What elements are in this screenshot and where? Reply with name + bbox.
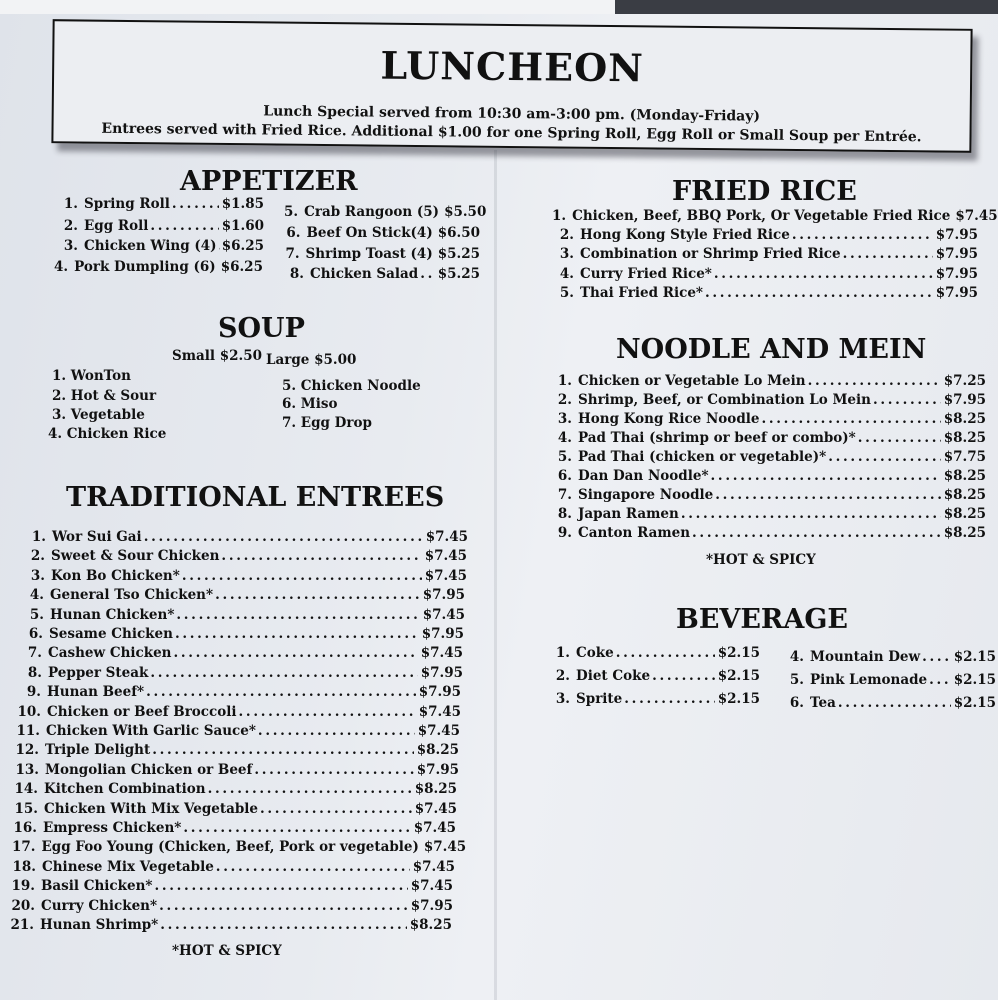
item-name: Crab Rangoon (5) [304,204,440,220]
item-name: Chicken, Beef, BBQ Pork, Or Vegetable Fried Rice [572,208,951,224]
item-number: 4. [559,265,574,282]
item-price: $7.95 [410,897,453,914]
soup-item: 5. Chicken Noodle [282,378,421,394]
menu-item [17,704,461,720]
menu-item [12,839,467,856]
leader-dots [216,859,410,875]
menu-item [550,449,986,465]
item-name: Sprite [576,691,623,707]
item-number: 9. [26,684,41,701]
item-number: 16. [13,820,37,836]
item-price: $8.25 [943,487,986,503]
item-name: Japan Ramen [578,506,679,522]
menu-item [284,266,480,282]
leader-dots [260,801,412,817]
item-name: Dan Dan Noodle* [578,468,709,484]
item-number: 8. [289,266,304,282]
menu-item [20,607,465,623]
soup-item: 3. Vegetable [52,407,145,423]
leader-dots [828,449,941,465]
item-price: $6.25 [221,238,264,254]
item-number: 3. [63,238,78,254]
item-price: $8.25 [943,468,986,484]
menu-title: LUNCHEON [380,42,645,91]
menu-item [552,246,978,262]
item-price: $8.25 [943,430,986,446]
item-price: $8.25 [409,917,452,933]
item-price: $2.15 [717,668,760,684]
item-name: Tea [810,695,836,711]
item-number: 5. [559,284,574,301]
leader-dots [239,704,416,720]
item-price: $7.95 [422,587,465,604]
item-name: Chicken or Vegetable Lo Mein [578,373,806,389]
menu-item [14,781,457,797]
soup-item: 4. Chicken Rice [48,426,167,442]
item-price: $7.45 [413,820,456,836]
appetizer-title: APPETIZER [180,166,358,197]
item-number: 3. [557,411,572,427]
item-number: 4. [557,430,572,446]
menu-item [19,626,464,642]
leader-dots [182,568,422,584]
item-price: $8.25 [943,506,986,522]
item-name: Hong Kong Rice Noodle [578,411,760,427]
item-number: 4. [54,259,69,275]
entrees-hot-spicy-note: *HOT & SPICY [172,943,282,959]
soup-item: 6. Miso [282,396,338,412]
item-number: 20. [11,897,35,914]
item-name: Chinese Mix Vegetable [42,858,214,875]
beverage-title: BEVERAGE [676,604,848,635]
menu-item [17,684,461,700]
menu-item [22,529,468,545]
menu-item [552,227,978,243]
soup-large-price: Large $5.00 [266,352,357,368]
item-name: Diet Coke [576,668,651,684]
item-number: 6. [557,468,572,484]
leader-dots [159,898,408,914]
item-name: Singapore Noodle [578,487,714,503]
menu-item [16,723,460,739]
item-price: $6.25 [220,259,263,275]
item-number: 8. [27,664,42,681]
item-price: $2.15 [953,672,996,688]
item-number: 14. [14,781,38,798]
menu-item [21,548,467,564]
item-price: $7.95 [420,664,463,681]
item-price: $2.15 [717,645,760,661]
menu-item [15,762,459,778]
item-number: 7. [557,487,572,503]
item-price: $5.25 [437,266,480,282]
menu-item [550,487,986,503]
leader-dots [792,227,933,243]
item-name: Combination or Shrimp Fried Rice [580,246,841,263]
item-number: 5. [789,672,804,688]
menu-item [786,649,996,665]
item-price: $7.95 [935,284,978,301]
leader-dots [160,917,406,933]
item-name: Spring Roll [84,196,170,212]
item-number: 7. [285,246,300,262]
leader-dots [858,430,941,446]
item-number: 2. [557,392,572,408]
item-number: 5. [29,606,44,623]
entrees-title: TRADITIONAL ENTREES [66,482,445,513]
menu-item [550,411,986,427]
leader-dots [258,723,415,739]
menu-item [10,917,452,933]
item-price: $7.25 [943,373,986,389]
menu-item [21,568,467,584]
item-price: $1.60 [221,218,264,234]
item-number: 6. [28,626,43,642]
menu-item [552,266,978,282]
soup-small-price: Small $2.50 [172,348,263,364]
item-price: $8.25 [416,742,459,759]
item-number: 4. [789,649,804,665]
item-name: Chicken Salad [310,266,419,282]
item-name: Mountain Dew [810,649,921,665]
menu-item [14,801,457,817]
luncheon-banner [51,19,972,153]
soup-item: 2. Hot & Sour [52,388,157,404]
item-name: Mongolian Chicken or Beef [45,761,253,778]
item-price: $7.45 [412,858,455,875]
item-name: Triple Delight [45,742,151,759]
item-price: $2.15 [953,695,996,711]
item-name: Pepper Steak [48,664,149,681]
item-name: Wor Sui Gai [52,529,142,545]
item-name: General Tso Chicken* [50,587,214,604]
item-price: $8.25 [943,411,986,427]
leader-dots [175,626,419,642]
item-number: 5. [557,449,572,465]
item-name: Canton Ramen [578,525,691,541]
item-name: Chicken With Garlic Sauce* [46,723,256,739]
item-name: Hong Kong Style Fried Rice [580,227,790,244]
menu-item [58,218,264,234]
item-name: Empress Chicken* [43,820,182,836]
page-fold [494,150,497,1000]
leader-dots [692,525,941,541]
menu-item [550,373,986,389]
leader-dots [146,684,416,700]
item-name: Egg Roll [84,218,149,234]
item-name: Pad Thai (chicken or vegetable)* [578,449,827,465]
item-number: 2. [30,548,45,565]
item-name: Kitchen Combination [44,781,206,798]
menu-item [18,645,463,661]
item-price: $7.95 [416,761,459,778]
leader-dots [843,246,933,262]
item-name: Hunan Beef* [47,684,145,701]
menu-item [552,285,978,301]
leader-dots [624,691,714,707]
item-name: Kon Bo Chicken* [51,567,180,584]
soup-title: SOUP [218,313,305,344]
item-number: 6. [789,695,804,711]
leader-dots [714,266,933,282]
item-number: 17. [12,839,36,856]
item-price: $2.15 [953,649,996,665]
leader-dots [705,285,933,301]
menu-item [15,742,459,758]
item-name: Pork Dumpling (6) [74,259,216,275]
item-number: 6. [286,225,301,241]
leader-dots [808,373,941,389]
leader-dots [761,411,940,427]
menu-item [18,665,463,681]
item-name: Pink Lemonade [810,672,928,688]
menu-item [786,672,996,688]
item-number: 1. [63,196,78,212]
noodle-hot-spicy-note: *HOT & SPICY [706,552,816,568]
item-price: $7.95 [935,246,978,263]
item-number: 5. [284,204,299,220]
item-number: 10. [17,703,41,720]
item-number: 12. [15,742,39,759]
item-number: 3. [30,567,45,584]
item-price: $7.45 [425,529,468,545]
item-name: Chicken or Beef Broccoli [47,703,237,720]
item-name: Hunan Shrimp* [40,917,159,933]
soup-item: 7. Egg Drop [282,415,372,431]
item-number: 3. [555,691,570,707]
item-number: 21. [10,917,34,933]
item-name: Shrimp, Beef, or Combination Lo Mein [578,392,871,408]
item-number: 15. [14,800,38,817]
leader-dots [711,468,941,484]
menu-item [58,196,264,212]
item-price: $7.45 [422,606,465,623]
item-name: Chicken With Mix Vegetable [44,800,258,817]
item-price: $6.50 [437,225,480,241]
item-number: 19. [11,878,35,895]
item-price: $7.75 [943,449,986,465]
item-name: Shrimp Toast (4) [305,246,433,262]
item-number: 1. [557,373,572,389]
leader-dots [873,392,941,408]
menu-item [550,506,986,522]
item-number: 1. [31,529,46,545]
leader-dots [681,506,941,522]
leader-dots [215,587,420,603]
leader-dots [172,196,219,212]
entree-note: Entrees served with Fried Rice. Additional $1.00 for one Spring Roll, Egg Roll or Small Soup per Entrée. [101,120,922,146]
leader-dots [154,878,407,894]
item-name: Beef On Stick(4) [306,225,433,241]
item-number: 3. [559,246,574,263]
item-price: $7.45 [423,839,467,856]
item-price: $5.25 [437,246,480,262]
item-number: 2. [559,227,574,244]
item-number: 13. [15,761,39,778]
menu-item [552,645,760,661]
item-price: $7.45 [420,645,463,662]
item-number: 2. [555,668,570,684]
item-name: Hunan Chicken* [50,606,175,623]
menu-item [552,668,760,684]
menu-item [786,695,996,711]
item-name: Coke [576,645,614,661]
item-price: $5.50 [444,204,487,220]
item-number: 8. [557,506,572,522]
item-number: 11. [16,723,40,739]
leader-dots [616,645,715,661]
item-name: Basil Chicken* [41,878,153,895]
item-name: Thai Fried Rice* [580,284,703,301]
menu-item [58,238,264,254]
item-price: $7.45 [424,567,467,584]
item-price: $8.25 [943,525,986,541]
menu-item [284,204,487,220]
menu-item [12,859,455,875]
leader-dots [652,668,715,684]
leader-dots [715,487,940,503]
noodle-title: NOODLE AND MEIN [616,334,927,365]
item-price: $7.45 [955,208,998,224]
item-name: Curry Fried Rice* [580,265,712,282]
menu-item [552,691,760,707]
item-name: Cashew Chicken [48,645,172,662]
item-price: $7.95 [943,392,986,408]
item-number: 1. [555,645,570,661]
item-price: $7.95 [935,227,978,244]
item-number: 9. [557,525,572,541]
item-price: $7.45 [417,723,460,739]
leader-dots [173,645,417,661]
leader-dots [254,762,413,778]
menu-item [284,225,480,241]
item-name: Pad Thai (shrimp or beef or combo)* [578,430,856,446]
leader-dots [176,607,419,623]
item-number: 1. [552,208,567,224]
menu-item [550,468,986,484]
item-name: Curry Chicken* [41,897,158,914]
item-price: $7.45 [410,878,453,895]
menu-item [20,587,465,603]
leader-dots [150,218,218,234]
item-price: $8.25 [414,781,457,798]
menu-item [284,246,480,262]
leader-dots [208,781,412,797]
menu-item [11,898,453,914]
lunch-hours: Lunch Special served from 10:30 am-3:00 pm. (Monday-Friday) [263,103,761,125]
item-name: Sesame Chicken [49,626,173,642]
leader-dots [221,548,421,564]
leader-dots [144,529,423,545]
item-name: Egg Foo Young (Chicken, Beef, Pork or vegetable) [41,839,419,856]
item-price: $7.95 [421,626,464,642]
background-strip [0,0,998,14]
item-price: $7.45 [418,703,461,720]
leader-dots [929,672,951,688]
menu-item [550,430,986,446]
leader-dots [152,742,414,758]
leader-dots [922,649,951,665]
item-name: Sweet & Sour Chicken [51,548,220,565]
fried-rice-title: FRIED RICE [672,176,857,207]
menu-item [54,259,263,275]
menu-item [13,820,456,836]
item-price: $7.45 [424,548,467,565]
soup-item: 1. WonTon [52,368,131,384]
item-price: $1.85 [221,196,264,212]
item-price: $7.95 [935,265,978,282]
item-number: 4. [29,587,44,604]
item-price: $2.15 [717,691,760,707]
item-number: 18. [12,858,36,875]
leader-dots [150,665,417,681]
item-price: $7.95 [418,684,461,701]
menu-item [550,525,986,541]
menu-item [11,878,453,894]
item-number: 2. [63,218,78,234]
item-number: 7. [27,645,42,662]
leader-dots [838,695,951,711]
leader-dots [183,820,410,836]
leader-dots [420,266,435,282]
menu-item [550,392,986,408]
menu-item [552,208,998,224]
item-name: Chicken Wing (4) [84,238,217,254]
item-price: $7.45 [414,800,457,817]
